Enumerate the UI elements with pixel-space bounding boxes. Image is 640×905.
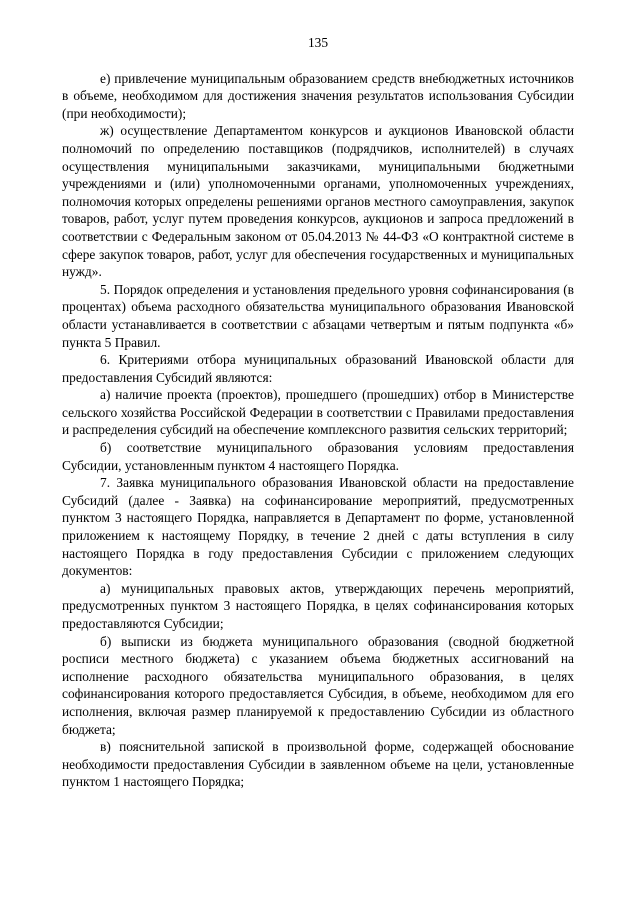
paragraph-5: 5. Порядок определения и установления предельного уровня софинансирования (в процентах) объема расходного обязательства муниципального образования Ивановской области устанавливается в соответствии с абзацами четвертым и пятым подпункта «б» пункта 5 Правил.: [62, 281, 574, 350]
paragraph-6a: а) наличие проекта (проектов), прошедшего (прошедших) отбор в Министерстве сельского хозяйства Российской Федерации в соответствии с Правилами предоставления и распределения субсидий на обеспечение комплексного развития сельских территорий;: [62, 387, 574, 438]
paragraph-e: е) привлечение муниципальным образованием средств внебюджетных источников в объеме, необходимом для достижения значения результатов использования Субсидии (при необходимости);: [62, 70, 574, 121]
paragraph-7: 7. Заявка муниципального образования Ивановской области на предоставление Субсидий (далее - Заявка) на софинансирование мероприятий, предусмотренных пунктом 3 настоящего Порядка, направляется в Департамент по форме, установленной приложением к настоящему Порядку, в течение 2 дней с даты вступления в силу настоящего Порядка в году предоставления Субсидии с приложением следующих документов:: [62, 475, 574, 579]
paragraph-zh: ж) осуществление Департаментом конкурсов и аукционов Ивановской области полномочий по определению поставщиков (подрядчиков, исполнителей) в случаях осуществления муниципальными заказчиками, муниципальными бюджетными учреждениями и (или) уполномоченными органами, уполномоченных учреждениях, полномочия которых определены решениями органов местного самоуправления, закупок товаров, работ, услуг путем проведения конкурсов, аукционов и запроса предложений в соответствии с Федеральным законом от 05.04.2013 № 44-ФЗ «О контрактной системе в сфере закупок товаров, работ, услуг для обеспечения государственных и муниципальных нужд».: [62, 123, 574, 280]
paragraph-7v: в) пояснительной запиской в произвольной форме, содержащей обоснование необходимости предоставления Субсидии в заявленном объеме на цели, установленные пунктом 1 настоящего Порядка;: [62, 739, 574, 790]
page-number: 135: [307, 35, 329, 50]
paragraph-6b: б) соответствие муниципального образования условиям предоставления Субсидии, установленным пунктом 4 настоящего Порядка.: [62, 440, 574, 473]
paragraph-6: 6. Критериями отбора муниципальных образований Ивановской области для предоставления Субсидий являются:: [62, 352, 574, 385]
document-page: [62, 0, 574, 791]
paragraph-7b: б) выписки из бюджета муниципального образования (сводной бюджетной росписи местного бюджета) с указанием объема бюджетных ассигнований на исполнение расходного обязательства муниципального образования, в целях софинансирования которого предоставляется Субсидия, в объеме, необходимом для его исполнения, включая размер планируемой к предоставлению Субсидии из областного бюджета;: [62, 633, 574, 737]
paragraph-7a: а) муниципальных правовых актов, утверждающих перечень мероприятий, предусмотренных пунктом 3 настоящего Порядка, в целях софинансирования которых предоставляются Субсидии;: [62, 580, 574, 631]
